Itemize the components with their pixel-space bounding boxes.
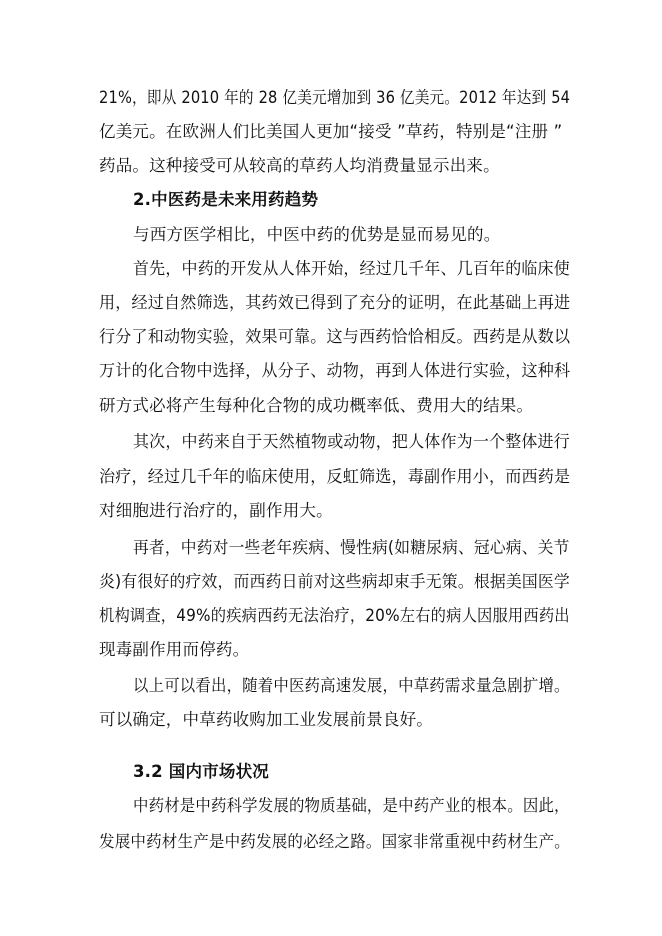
paragraph-line: 亿美元。在欧洲人们比美国人更加“接受 ”草药，特别是“注册 ” [99,122,563,141]
paragraph-line: 其次，中药来自于天然植物或动物，把人体作为一个整体进行 [133,432,570,451]
paragraph-line: 用，经过自然筛选，其药效已得到了充分的证明，在此基础上再进 [99,293,571,312]
paragraph-line: 万计的化合物中选择，从分子、动物，再到人体进行实验，这种科 [99,361,571,380]
paragraph-line: 药品。这种接受可从较高的草药人均消费量显示出来。 [99,156,500,175]
paragraph-line: 中药材是中药科学发展的物质基础，是中药产业的根本。因此， [133,796,570,815]
section-heading: 3.2 国内市场状况 [133,762,269,781]
paragraph-line: 行分了和动物实验，效果可靠。这与西药恰恰相反。西药是从数以 [99,327,571,346]
paragraph-line: 以上可以看出，随着中医药高速发展，中草药需求量急剧扩增。 [133,676,570,695]
paragraph-line: 21%，即从 2010 年的 28 亿美元增加到 36 亿美元。2012 年达到 54 [99,88,571,107]
section-heading: 2.中医药是未来用药趋势 [133,190,319,209]
paragraph-line: 再者，中药对一些老年疾病、慢性病(如糖尿病、冠心病、关节 [133,538,570,557]
paragraph-line: 炎)有很好的疗效，而西药日前对这些病却束手无策。根据美国医学 [99,572,570,591]
paragraph-line: 可以确定，中草药收购加工业发展前景良好。 [99,710,433,729]
paragraph-line: 发展中药材生产是中药发展的必经之路。国家非常重视中药材生产。 [99,832,570,851]
paragraph-line: 首先，中药的开发从人体开始，经过几千年、几百年的临床使 [133,259,570,278]
paragraph-line: 研方式必将产生每种化合物的成功概率低、费用大的结果。 [99,396,534,415]
paragraph-line: 与西方医学相比，中医中药的优势是显而易见的。 [133,225,501,244]
paragraph-line: 现毒副作用而停药。 [99,640,250,659]
paragraph-line: 机构调查，49%的疾病西药无法治疗，20%左右的病人因服用西药出 [99,606,570,625]
paragraph-line: 治疗，经过几千年的临床使用，反虹筛选，毒副作用小，而西药是 [99,467,571,486]
paragraph-line: 对细胞进行治疗的，副作用大。 [99,501,333,520]
